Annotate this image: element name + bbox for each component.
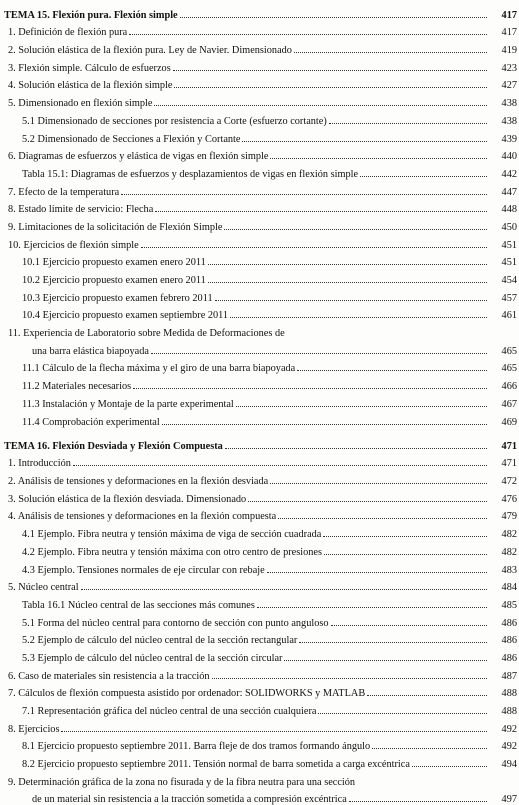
- toc-entry-label: 11.4 Comprobación experimental: [22, 416, 160, 428]
- toc-page-number: 488: [501, 688, 517, 700]
- toc-entry: [0, 162, 519, 180]
- dot-leader: [284, 659, 487, 661]
- toc-page-number: 440: [501, 151, 517, 163]
- toc-entry: [0, 487, 519, 505]
- toc-topic-heading: [0, 434, 519, 452]
- toc-entry: [0, 339, 519, 357]
- toc-page-number: 487: [501, 670, 517, 682]
- toc-page-number: 492: [501, 723, 517, 735]
- toc-entry-label: 2. Solución elástica de la flexión pura. Ley de Navier. Dimensionado: [8, 45, 292, 57]
- toc-entry: [0, 268, 519, 286]
- toc-entry-label: 5.2 Dimensionado de Secciones a Flexión y Cortante: [22, 133, 241, 145]
- toc-page-number: 427: [501, 80, 517, 92]
- toc-page-number: 447: [501, 186, 517, 198]
- toc-entry-label: 4. Análisis de tensiones y deformaciones en la flexión compuesta: [8, 511, 277, 523]
- toc-page-number: 472: [501, 476, 517, 488]
- dot-leader: [412, 765, 487, 767]
- dot-leader: [61, 730, 487, 732]
- toc-entry: [0, 576, 519, 594]
- toc-page-number: 471: [501, 458, 517, 470]
- dot-leader: [215, 299, 487, 301]
- dot-leader: [73, 464, 487, 466]
- toc-entry-label: TEMA 15. Flexión pura. Flexión simple: [4, 9, 178, 21]
- toc-entry-label: 1. Introducción: [8, 458, 71, 470]
- toc-page-number: 486: [501, 617, 517, 629]
- toc-entry: [0, 180, 519, 198]
- toc-entry-label: 5.1 Dimensionado de secciones por resistencia a Corte (esfuerzo cortante): [22, 115, 327, 127]
- toc-page-number: 442: [501, 168, 517, 180]
- dot-leader: [349, 800, 487, 802]
- toc-page-number: 479: [501, 511, 517, 523]
- toc-entry-label: 8. Estado límite de servicio: Flecha: [8, 204, 154, 216]
- toc-entry-label: 4.1 Ejemplo. Fibra neutra y tensión máxima de viga de sección cuadrada: [22, 529, 322, 541]
- dot-leader: [162, 423, 487, 425]
- dot-leader: [208, 281, 487, 283]
- toc-entry-label: 1. Definición de flexión pura: [8, 27, 128, 39]
- dot-leader: [372, 747, 487, 749]
- toc-entry: [0, 357, 519, 375]
- dot-leader: [329, 122, 487, 124]
- dot-leader: [294, 51, 487, 53]
- dot-leader: [318, 712, 487, 714]
- toc-entry: [0, 392, 519, 410]
- toc-entry: [0, 505, 519, 523]
- dot-leader: [225, 447, 487, 449]
- toc-entry-label: 4. Solución elástica de la flexión simple: [8, 80, 173, 92]
- toc-page-number: 494: [501, 759, 517, 771]
- toc-entry: [0, 717, 519, 735]
- toc-entry-label: de un material sin resistencia a la tracción sometida a compresión excéntrica: [32, 794, 347, 805]
- toc-entry: [0, 770, 519, 788]
- toc-page-number: 484: [501, 582, 517, 594]
- toc-entry: [0, 752, 519, 770]
- toc-entry-label: 10.4 Ejercicio propuesto examen septiembre 2011: [22, 310, 229, 322]
- dot-leader: [299, 641, 487, 643]
- dot-leader: [121, 193, 487, 195]
- toc-entry-label: 8. Ejercicios: [8, 723, 60, 735]
- dot-leader: [367, 694, 487, 696]
- toc-entry: [0, 699, 519, 717]
- toc-page-number: 483: [501, 564, 517, 576]
- toc-page-number: 469: [501, 416, 517, 428]
- toc-entry-label: una barra elástica biapoyada: [32, 345, 149, 357]
- dot-leader: [173, 69, 487, 71]
- toc-entry: [0, 646, 519, 664]
- toc-page-number: 465: [501, 345, 517, 357]
- toc-entry-label: 8.1 Ejercicio propuesto septiembre 2011. Barra fleje de dos tramos formando ángulo: [22, 741, 371, 753]
- toc-entry: [0, 788, 519, 805]
- dot-leader: [133, 387, 487, 389]
- toc-entry-label: 3. Flexión simple. Cálculo de esfuerzos: [8, 62, 171, 74]
- toc-entry: [0, 56, 519, 74]
- toc-page-number: 465: [501, 363, 517, 375]
- toc-entry: [0, 522, 519, 540]
- toc-entry-label: 9. Limitaciones de la solicitación de Flexión Simple: [8, 221, 223, 233]
- toc-topic-heading: [0, 3, 519, 21]
- dot-leader: [242, 140, 487, 142]
- dot-leader: [267, 571, 487, 573]
- dot-leader: [155, 210, 487, 212]
- toc-entry-label: TEMA 16. Flexión Desviada y Flexión Compuesta: [4, 440, 223, 452]
- toc-entry-label: 2. Análisis de tensiones y deformaciones en la flexión desviada: [8, 476, 269, 488]
- dot-leader: [323, 535, 487, 537]
- toc-entry-label: 10.3 Ejercicio propuesto examen febrero 2011: [22, 292, 213, 304]
- toc-page-number: 476: [501, 493, 517, 505]
- dot-leader: [248, 500, 487, 502]
- dot-leader: [154, 104, 487, 106]
- toc-entry: [0, 540, 519, 558]
- toc-entry-label: 7.1 Representación gráfica del núcleo central de una sección cualquiera: [22, 706, 317, 717]
- toc-entry: [0, 452, 519, 470]
- dot-leader: [129, 33, 487, 35]
- dot-leader: [360, 175, 487, 177]
- dot-leader: [230, 316, 487, 318]
- toc-page-number: 482: [501, 546, 517, 558]
- toc-entry: [0, 74, 519, 92]
- toc-entry: [0, 321, 519, 339]
- toc-entry: [0, 38, 519, 56]
- toc-entry: [0, 611, 519, 629]
- toc-entry-label: 7. Efecto de la temperatura: [8, 186, 120, 198]
- toc-entry-label: 11. Experiencia de Laboratorio sobre Medida de Deformaciones de: [8, 328, 285, 340]
- toc-entry: [0, 735, 519, 753]
- toc-entry-label: 5.1 Forma del núcleo central para contorno de sección con punto anguloso: [22, 617, 329, 629]
- toc-entry: [0, 215, 519, 233]
- toc-entry-label: 5. Dimensionado en flexión simple: [8, 98, 153, 110]
- dot-leader: [174, 86, 487, 88]
- toc-entry-label: 10.1 Ejercicio propuesto examen enero 2011: [22, 257, 206, 269]
- dot-leader: [278, 517, 487, 519]
- toc-page-number: 439: [501, 133, 517, 145]
- dot-leader: [208, 263, 487, 265]
- toc-entry-label: 10.2 Ejercicio propuesto examen enero 2011: [22, 275, 206, 286]
- toc-entry-label: 3. Solución elástica de la flexión desviada. Dimensionado: [8, 493, 247, 505]
- toc-page-number: 461: [501, 310, 517, 322]
- toc-entry: [0, 286, 519, 304]
- dot-leader: [270, 482, 487, 484]
- dot-leader: [236, 405, 487, 407]
- toc-entry-label: 6. Diagramas de esfuerzos y elástica de vigas en flexión simple: [8, 151, 269, 163]
- toc-page-number: 451: [501, 257, 517, 269]
- toc-entry-label: 5.3 Ejemplo de cálculo del núcleo central de la sección circular: [22, 652, 283, 664]
- toc-page-number: 438: [501, 98, 517, 110]
- toc-page-number: 438: [501, 115, 517, 127]
- dot-leader: [81, 588, 487, 590]
- toc-page-number: 486: [501, 635, 517, 647]
- toc-entry-label: Tabla 15.1: Diagramas de esfuerzos y desplazamientos de vigas en flexión simple: [22, 168, 359, 180]
- toc-entry: [0, 558, 519, 576]
- dot-leader: [180, 16, 487, 18]
- toc-section-tema-16: [0, 434, 519, 805]
- toc-entry-label: 6. Caso de materiales sin resistencia a la tracción: [8, 670, 210, 682]
- toc-page-number: 466: [501, 381, 517, 393]
- dot-leader: [270, 157, 487, 159]
- toc-page-number: 467: [501, 398, 517, 410]
- toc-entry: [0, 251, 519, 269]
- toc-entry-label: 4.3 Ejemplo. Tensiones normales de eje circular con rebaje: [22, 564, 265, 576]
- dot-leader: [324, 553, 487, 555]
- toc-entry: [0, 304, 519, 322]
- toc-entry: [0, 629, 519, 647]
- toc-page-number: 492: [501, 741, 517, 753]
- toc-entry: [0, 374, 519, 392]
- toc-section-tema-15: [0, 3, 519, 428]
- toc-entry-label: 10. Ejercicios de flexión simple: [8, 239, 139, 251]
- toc-entry: [0, 109, 519, 127]
- toc-page-number: 457: [501, 292, 517, 304]
- toc-page-number: 497: [501, 794, 517, 805]
- toc-entry: [0, 21, 519, 39]
- toc-entry-label: 5. Núcleo central: [8, 582, 79, 594]
- dot-leader: [297, 369, 487, 371]
- toc-page-number: 450: [501, 221, 517, 233]
- toc-entry-label: 11.2 Materiales necesarios: [22, 381, 132, 393]
- toc-page-number: 417: [501, 27, 517, 39]
- toc-entry: [0, 145, 519, 163]
- toc-entry: [0, 198, 519, 216]
- toc-entry-label: Tabla 16.1 Núcleo central de las secciones más comunes: [22, 599, 255, 611]
- toc-page-number: 482: [501, 529, 517, 541]
- toc-entry: [0, 593, 519, 611]
- toc-page-number: 454: [501, 275, 517, 286]
- dot-leader: [151, 352, 487, 354]
- toc-entry: [0, 233, 519, 251]
- toc-entry-label: 7. Cálculos de flexión compuesta asistido por ordenador: SOLIDWORKS y MATLAB: [8, 688, 366, 700]
- toc-entry-label: 4.2 Ejemplo. Fibra neutra y tensión máxima con otro centro de presiones: [22, 546, 322, 558]
- toc-page-number: 451: [501, 239, 517, 251]
- toc-entry-label: 11.1 Cálculo de la flecha máxima y el giro de una barra biapoyada: [22, 363, 296, 375]
- toc-entry: [0, 469, 519, 487]
- toc-page-number: 417: [501, 9, 517, 21]
- toc-page-number: 488: [501, 706, 517, 717]
- toc-entry-label: 8.2 Ejercicio propuesto septiembre 2011. Tensión normal de barra sometida a carga excéntrica: [22, 759, 410, 771]
- toc-entry: [0, 410, 519, 428]
- dot-leader: [141, 246, 487, 248]
- toc-entry-label: 5.2 Ejemplo de cálculo del núcleo central de la sección rectangular: [22, 635, 298, 647]
- toc-page-number: 448: [501, 204, 517, 216]
- toc-page-number: 471: [501, 440, 517, 452]
- toc-page-number: 486: [501, 652, 517, 664]
- toc-entry: [0, 682, 519, 700]
- toc-page-number: 423: [501, 62, 517, 74]
- toc-entry-label: 9. Determinación gráfica de la zona no fisurada y de la fibra neutra para una sección: [8, 776, 356, 788]
- toc-entry: [0, 91, 519, 109]
- dot-leader: [224, 228, 487, 230]
- toc-entry-label: 11.3 Instalación y Montaje de la parte experimental: [22, 398, 234, 410]
- toc-entry: [0, 664, 519, 682]
- dot-leader: [212, 677, 487, 679]
- toc-page-number: 485: [501, 599, 517, 611]
- toc-page-number: 419: [501, 45, 517, 57]
- dot-leader: [331, 624, 487, 626]
- toc-entry: [0, 127, 519, 145]
- dot-leader: [257, 606, 487, 608]
